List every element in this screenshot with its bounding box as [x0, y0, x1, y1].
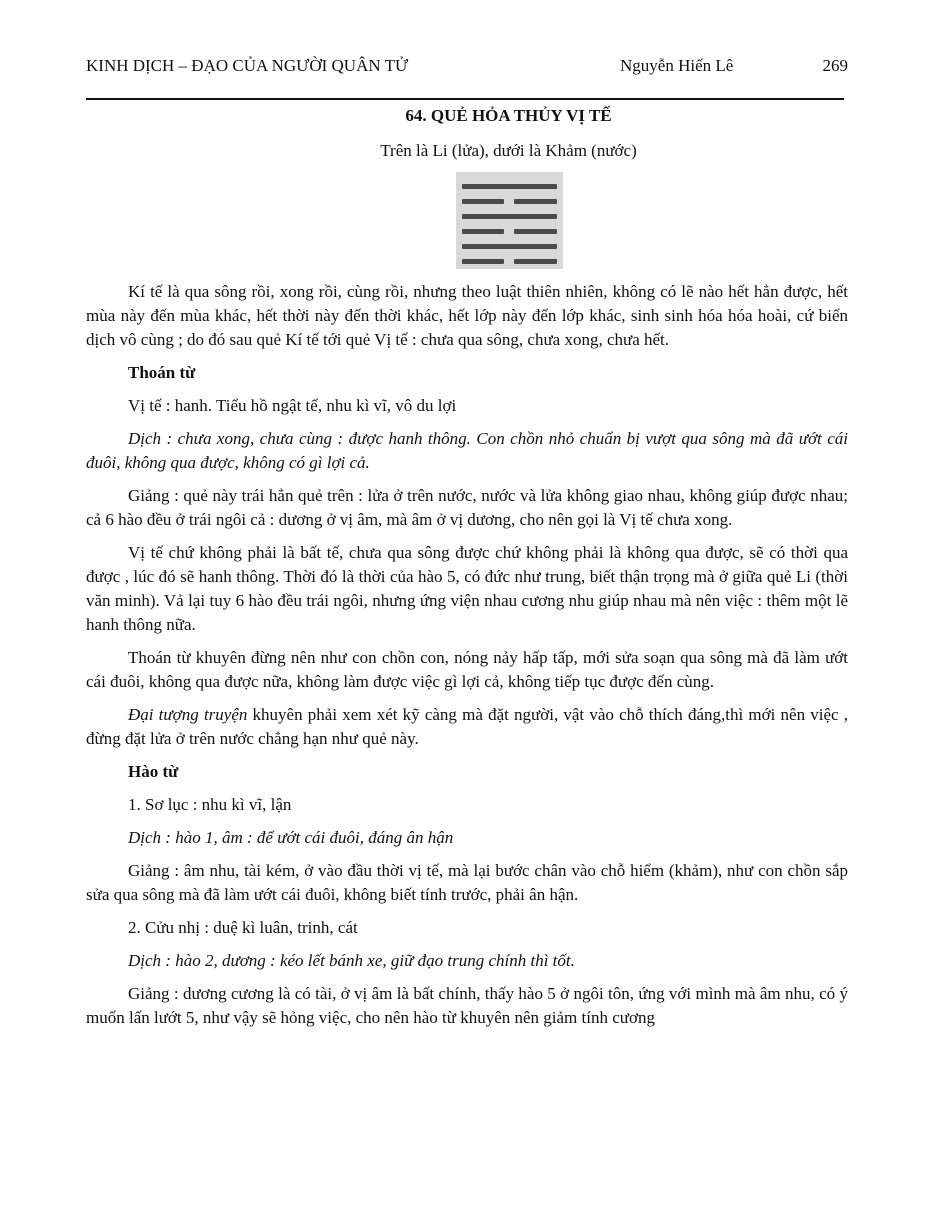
paragraph-giang-3: Thoán từ khuyên đừng nên như con chồn con, nóng nảy hấp tấp, mới sửa soạn qua sông mà đã làm ướt cái đuôi, không qua được nữa, không làm được việc gì lợi cả, không tiếp tục được đến cùng.	[86, 648, 848, 691]
hexagram-line-3	[462, 214, 557, 219]
hexagram-line-4b	[514, 229, 557, 234]
hexagram-line-2b	[514, 199, 557, 204]
hexagram-line-1	[462, 184, 557, 189]
paragraph-thoan-translation: Dịch : chưa xong, chưa cùng : được hanh thông. Con chồn nhỏ chuẩn bị vượt qua sông mà đã ướt cái đuôi, không qua được, không có gì lợi cả.	[86, 429, 848, 472]
paragraph-hao-1: 1. Sơ lục : nhu kì vĩ, lận	[128, 795, 292, 814]
body-text	[86, 280, 848, 1039]
hexagram-line-4a	[462, 229, 504, 234]
header-rule	[86, 98, 844, 100]
paragraph-hao-1-translation: Dịch : hào 1, âm : để ướt cái đuôi, đáng ân hận	[128, 828, 454, 847]
book-title: KINH DỊCH – ĐẠO CỦA NGƯỜI QUÂN TỬ	[86, 56, 409, 75]
paragraph-hao-2-translation: Dịch : hào 2, dương : kéo lết bánh xe, giữ đạo trung chính thì tốt.	[128, 951, 575, 970]
paragraph-thoan-text: Vị tế : hanh. Tiểu hồ ngật tế, nhu kì vĩ, vô du lợi	[128, 396, 457, 415]
page-header	[86, 56, 848, 80]
hexagram-image	[456, 172, 563, 269]
author-name: Nguyễn Hiến Lê	[620, 56, 734, 75]
paragraph-hao-2: 2. Cửu nhị : duệ kì luân, trinh, cát	[128, 918, 358, 937]
dai-tuong-label: Đại tượng truyện	[128, 705, 248, 724]
paragraph-hao-1-giang: Giảng : âm nhu, tài kém, ở vào đầu thời vị tế, mà lại bước chân vào chỗ hiểm (khảm), như con chồn sắp sửa qua sông mà đã làm ướt cái đuôi, không biết tính trước, phải ân hận.	[86, 861, 848, 904]
paragraph-giang-1: Giảng : quẻ này trái hẳn quẻ trên : lửa ở trên nước, nước và lửa không giao nhau, không giúp được nhau; cả 6 hào đều ở trái ngôi cả : dương ở vị âm, mà âm ở vị dương, cho nên gọi là Vị tế chưa xong.	[86, 486, 848, 529]
paragraph-intro: Kí tế là qua sông rồi, xong rồi, cùng rồi, nhưng theo luật thiên nhiên, không có lẽ nào hết hẳn được, hết mùa này đến mùa khác, hết thời này đến thời khác, hết lớp này đến lớp khác, sinh sinh hóa hóa hoài, cứ biến dịch vô cùng ; do đó sau quẻ Kí tế tới quẻ Vị tế : chưa qua sông, chưa xong, chưa hết.	[86, 282, 848, 349]
hexagram-line-5	[462, 244, 557, 249]
section-title: 64. QUẺ HỎA THỦY VỊ TẾ	[405, 106, 612, 125]
paragraph-giang-2: Vị tế chứ không phải là bất tế, chưa qua sông được chứ không phải là không qua được, sẽ có thời qua được , lúc đó sẽ hanh thông. Thời đó là thời của hào 5, có đức như trung, biết thận trọng mà ở giữa quẻ Li (thời văn minh). Vả lại tuy 6 hào đều trái ngôi, nhưng ứng viện nhau cương nhu giúp nhau mà nên việc : thêm một lẽ hanh thông nữa.	[86, 543, 848, 634]
paragraph-hao-2-giang: Giảng : dương cương là có tài, ở vị âm là bất chính, thấy hào 5 ở ngôi tôn, ứng với mình mà âm nhu, có ý muốn lấn lướt 5, như vậy sẽ hỏng việc, cho nên hào từ khuyên nên giảm tính cương	[86, 984, 848, 1027]
section-subtitle: Trên là Li (lửa), dưới là Khảm (nước)	[380, 141, 637, 160]
hexagram-line-2a	[462, 199, 504, 204]
paragraph-dai-tuong	[86, 703, 848, 751]
hexagram-line-6a	[462, 259, 504, 264]
heading-hao-tu: Hào từ	[128, 762, 179, 781]
heading-thoan-tu: Thoán từ	[128, 363, 196, 382]
page-number: 269	[822, 56, 848, 75]
dai-tuong-text: khuyên phải xem xét kỹ càng mà đặt người, vật vào chỗ thích đáng,thì mới nên việc , đừng đặt lửa ở trên nước chẳng hạn như quẻ này.	[86, 705, 849, 748]
hexagram-line-6b	[514, 259, 557, 264]
